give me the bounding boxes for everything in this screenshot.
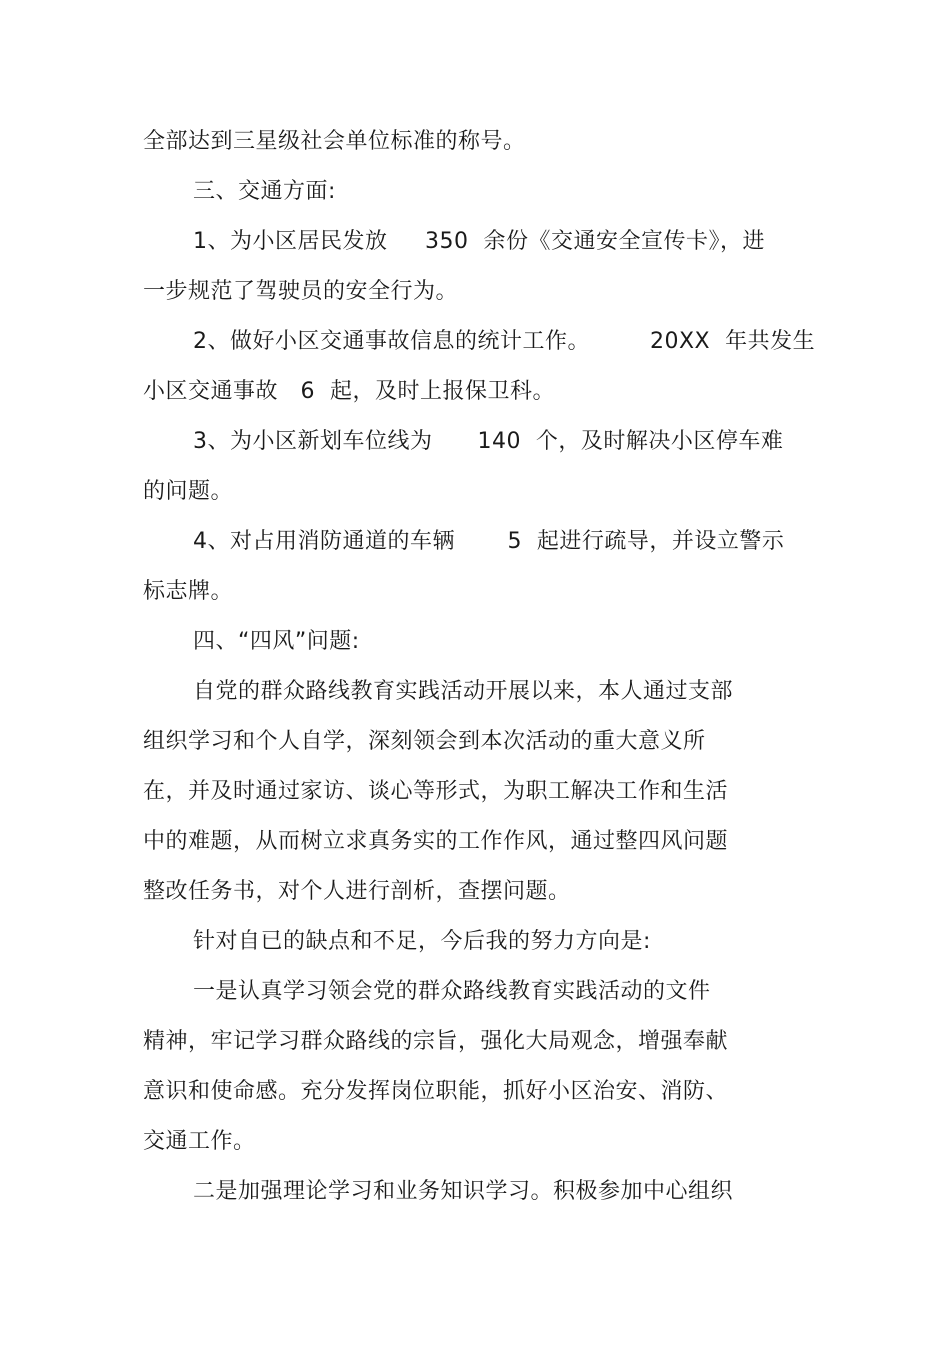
paragraph-line: 交通工作。 <box>143 1129 256 1154</box>
paragraph-line: 的问题。 <box>143 479 234 504</box>
paragraph-line: 中的难题，从而树立求真务实的工作作风，通过整四风问题 <box>143 829 729 854</box>
paragraph-line: 2、做好小区交通事故信息的统计工作。 20XX 年共发生 <box>193 329 816 354</box>
section-heading-traffic: 三、交通方面: <box>193 179 336 204</box>
paragraph-line: 在，并及时通过家访、谈心等形式，为职工解决工作和生活 <box>143 779 729 804</box>
paragraph-line: 针对自已的缺点和不足，今后我的努力方向是: <box>193 929 651 954</box>
paragraph-line: 一步规范了驾驶员的安全行为。 <box>143 279 459 304</box>
paragraph-line: 1、为小区居民发放 350 余份《交通安全宣传卡》，进 <box>193 229 765 254</box>
paragraph-line: 组织学习和个人自学，深刻领会到本次活动的重大意义所 <box>143 729 706 754</box>
paragraph-line: 自党的群众路线教育实践活动开展以来，本人通过支部 <box>193 679 734 704</box>
paragraph-line: 全部达到三星级社会单位标准的称号。 <box>143 129 526 154</box>
paragraph-line: 一是认真学习领会党的群众路线教育实践活动的文件 <box>193 979 711 1004</box>
paragraph-line: 意识和使命感。充分发挥岗位职能，抓好小区治安、消防、 <box>143 1079 729 1104</box>
paragraph-line: 精神，牢记学习群众路线的宗旨，强化大局观念，增强奉献 <box>143 1029 729 1054</box>
paragraph-line: 3、为小区新划车位线为 140 个，及时解决小区停车难 <box>193 429 784 454</box>
section-heading-four-winds: 四、“四风”问题: <box>193 629 360 654</box>
paragraph-line: 标志牌。 <box>143 579 234 604</box>
paragraph-line: 二是加强理论学习和业务知识学习。积极参加中心组织 <box>193 1179 734 1204</box>
paragraph-line: 小区交通事故 6 起，及时上报保卫科。 <box>143 379 555 404</box>
paragraph-line: 4、对占用消防通道的车辆 5 起进行疏导，并设立警示 <box>193 529 785 554</box>
paragraph-line: 整改任务书，对个人进行剖析，查摆问题。 <box>143 879 571 904</box>
